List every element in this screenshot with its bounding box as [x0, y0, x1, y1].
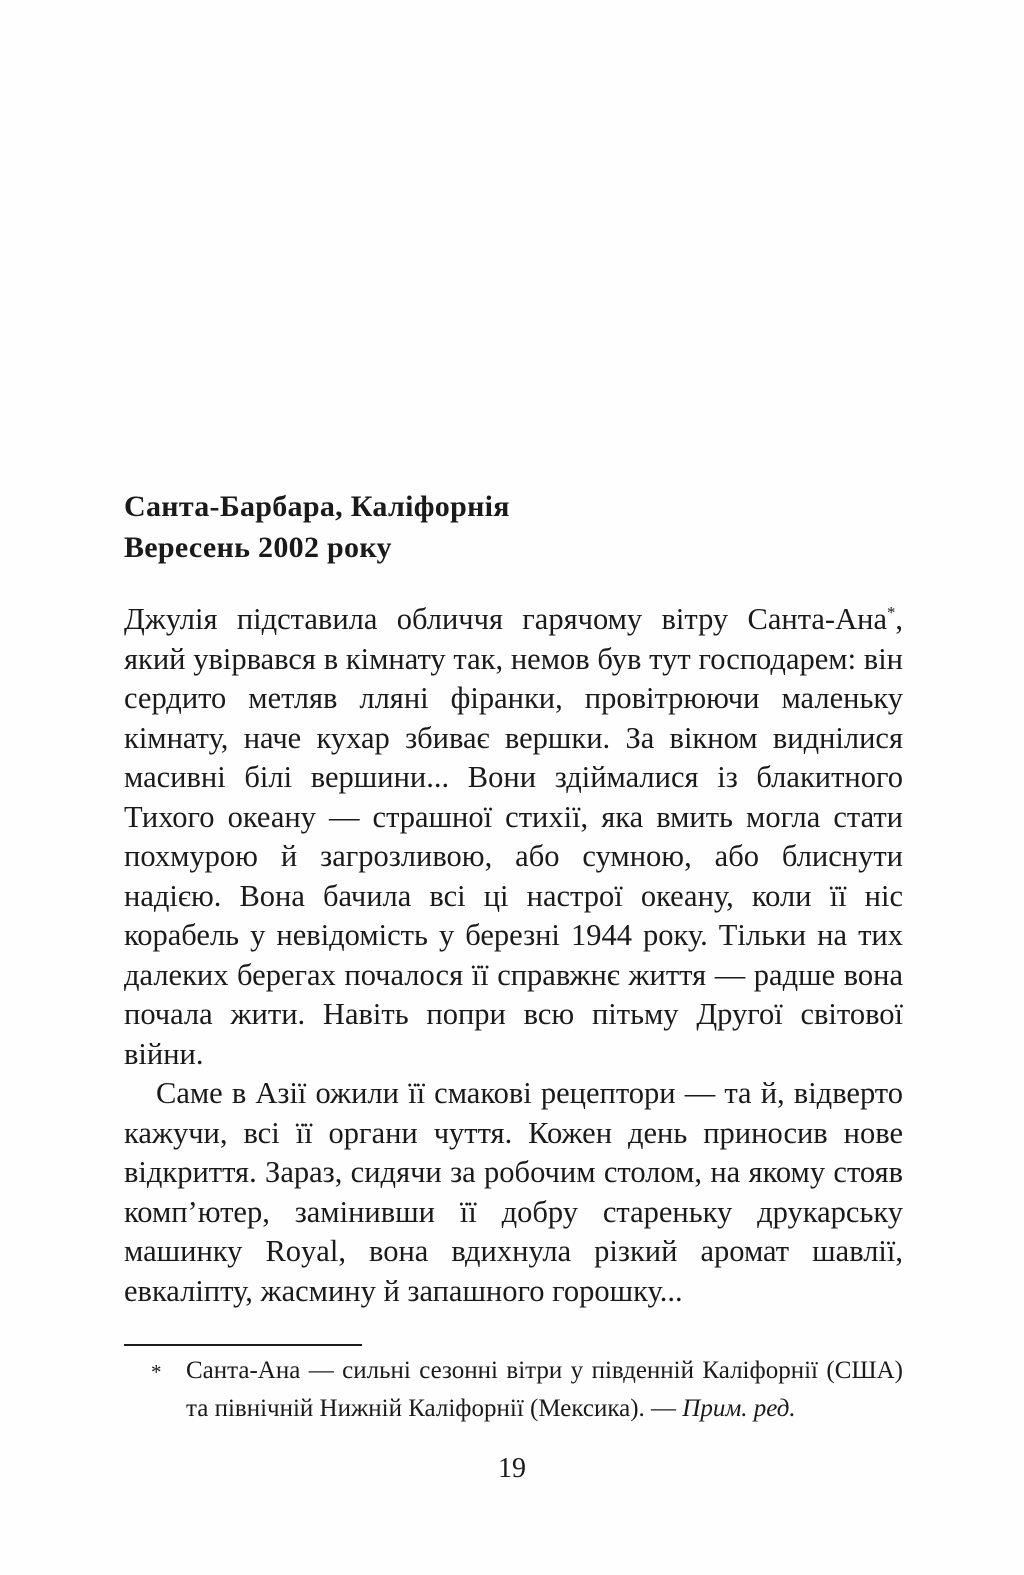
- body-text: [124, 600, 903, 1311]
- footnote-reference-marker: *: [886, 602, 896, 622]
- footnote-text: Санта-Ана — сильні сезонні вітри у південній Каліфорнії (США) та північній Нижній Каліфорнії (Мексика). —: [186, 1357, 903, 1422]
- heading-location: Санта-Барбара, Каліфорнія: [124, 490, 510, 523]
- section-heading: [124, 486, 903, 568]
- footnote: [124, 1352, 903, 1428]
- footnote-attribution: Прим. ред.: [682, 1395, 796, 1422]
- paragraph-1: [124, 600, 903, 1074]
- footnote-asterisk-marker: *: [151, 1360, 162, 1384]
- paragraph-1-text-after-marker: , який увірвався в кімнату так, немов був тут господарем: він сердито метляв лляні фіранки, провітрюючи маленьку кімнату, наче кухар збиває вершки. За вікном виднілися масивні білі вершини... Вони здіймалися із блакитного Тихого океану — страшної стихії, яка вмить могла стати похмурою й загрозливою, або сумною, або блиснути надією. Вона бачила всі ці настрої океану, коли її ніс корабель у невідомість у березні 1944 року. Тільки на тих далеких берегах почалося її справжнє життя — радше вона почала жити. Навіть попри всю пітьму Другої світової війни.: [124, 602, 903, 1071]
- paragraph-1-text-before-marker: Джулія підставила обличчя гарячому вітру Санта-Ана: [124, 602, 887, 636]
- paragraph-2: Саме в Азії ожили її смакові рецептори — та й, відверто кажучи, всі її органи чуття. Кожен день приносив нове відкриття. Зараз, сидячи за робочим столом, на якому стояв комп’ютер, замінивши її добру стареньку друкарську машинку Royal, вона вдихнула різкий аромат шавлії, евкаліпту, жасмину й запашного горошку...: [124, 1076, 903, 1308]
- heading-date: Вересень 2002 року: [124, 531, 392, 564]
- page-number: 19: [498, 1453, 526, 1484]
- footnote-separator-rule: [124, 1344, 362, 1346]
